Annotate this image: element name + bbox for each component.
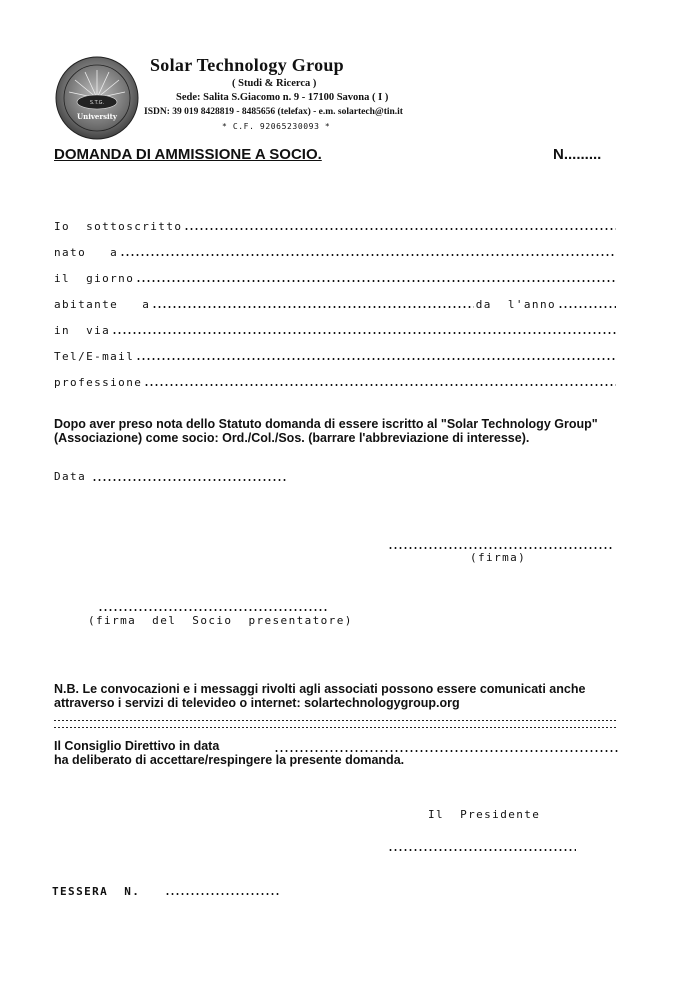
field-professione[interactable] <box>54 373 618 389</box>
separator-line <box>54 727 618 728</box>
fill-line[interactable] <box>144 384 616 386</box>
field-il-giorno[interactable] <box>54 269 618 285</box>
fiscal-code: * C.F. 92065230093 * <box>222 122 331 131</box>
organization-address: Sede: Salita S.Giacomo n. 9 - 17100 Savona ( I ) <box>176 92 389 103</box>
date-fill-line[interactable] <box>92 479 287 481</box>
card-number-label: TESSERA N. <box>52 885 141 898</box>
field-label: nato a <box>54 246 119 259</box>
field-label: Tel/E-mail <box>54 350 135 363</box>
president-label: Il Presidente <box>428 808 541 821</box>
date-label: Data <box>54 470 87 483</box>
presenter-signature-line[interactable] <box>98 609 328 611</box>
sun-seal-logo <box>55 56 139 140</box>
document-title: DOMANDA DI AMMISSIONE A SOCIO. <box>54 146 322 163</box>
field-tel-email[interactable] <box>54 347 618 363</box>
separator-line <box>54 720 618 721</box>
organization-name: Solar Technology Group <box>150 55 344 75</box>
council-decision-text: ha deliberato di accettare/respingere la presente domanda. <box>54 753 405 767</box>
field-in-via[interactable] <box>54 321 618 337</box>
logo-text-top: S.T.G. <box>89 100 105 106</box>
fill-line[interactable] <box>184 228 616 230</box>
field-io-sottoscritto[interactable] <box>54 217 618 233</box>
council-date-line[interactable] <box>274 750 618 752</box>
card-number-line[interactable] <box>165 893 280 895</box>
field-label: il giorno <box>54 272 135 285</box>
council-date-label: Il Consiglio Direttivo in data <box>54 739 220 753</box>
field-label: in via <box>54 324 111 337</box>
field-label: professione <box>54 376 143 389</box>
organization-contacts: ISDN: 39 019 8428819 - 8485656 (telefax) - e.m. solartech@tin.it <box>144 107 403 117</box>
president-signature-line[interactable] <box>388 849 576 851</box>
field-nato-a[interactable] <box>54 243 618 259</box>
logo-text-bottom: University <box>77 112 117 121</box>
fill-line[interactable] <box>152 306 473 308</box>
fill-line[interactable] <box>558 306 616 308</box>
field-label: Io sottoscritto <box>54 220 183 233</box>
nb-note: N.B. Le convocazioni e i messaggi rivolti agli associati possono essere comunicati anche attraverso i servizi di televideo o internet: solartechnologygroup.org <box>54 682 586 710</box>
document-number: N......... <box>553 146 602 163</box>
fill-line[interactable] <box>112 332 616 334</box>
field-label: abitante a <box>54 298 151 311</box>
fill-line[interactable] <box>136 358 616 360</box>
signature-line[interactable] <box>388 547 613 549</box>
signature-label: (firma) <box>470 551 527 564</box>
organization-subtitle: ( Studi & Ricerca ) <box>232 78 317 89</box>
fill-line[interactable] <box>136 280 616 282</box>
presenter-signature-label: (firma del Socio presentatore) <box>88 614 353 627</box>
fill-line[interactable] <box>120 254 616 256</box>
field-abitante-a[interactable] <box>54 295 618 311</box>
membership-statement: Dopo aver preso nota dello Statuto domanda di essere iscritto al "Solar Technology Group" (Associazione) come socio: Ord./Col./Sos. (barrare l'abbreviazione di interesse). <box>54 417 598 445</box>
field-label-da-anno: da l'anno <box>475 298 556 311</box>
